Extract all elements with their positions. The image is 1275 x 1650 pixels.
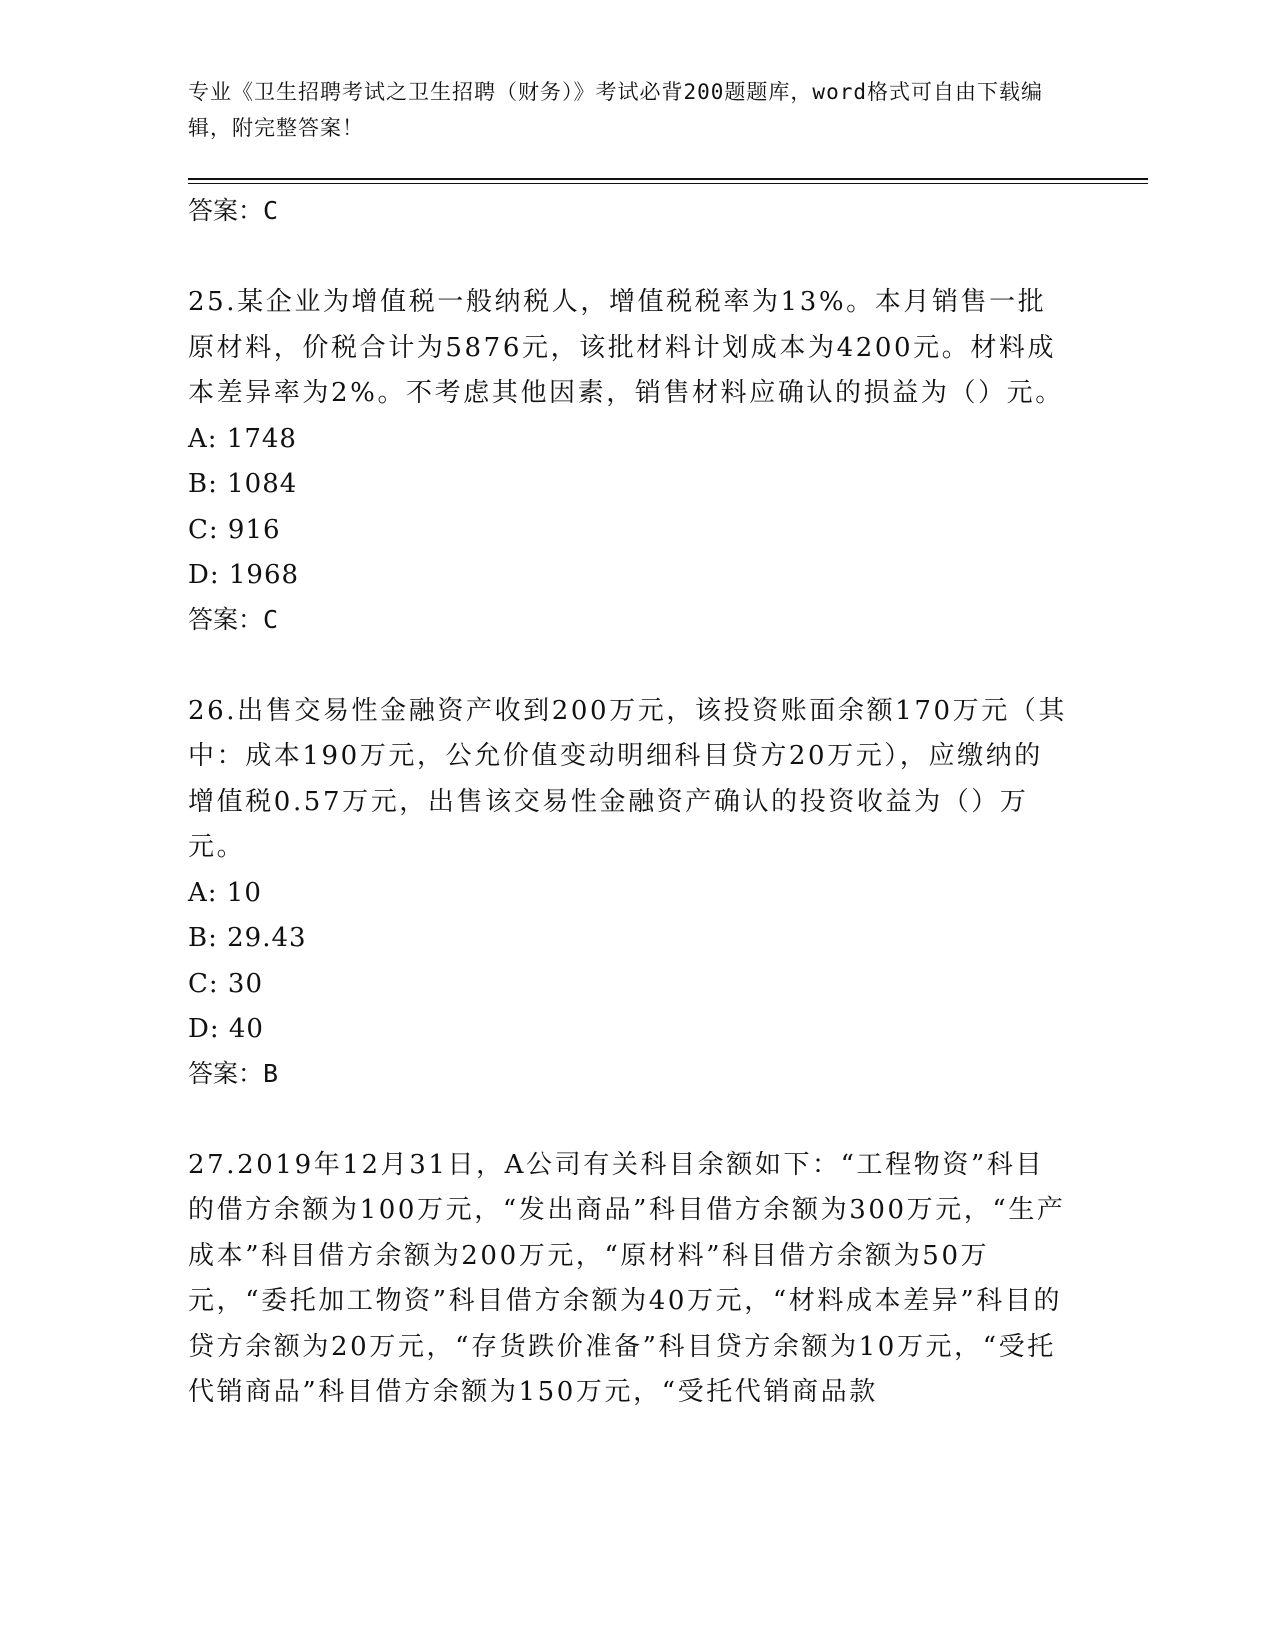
- header-rule-thick: [188, 178, 1148, 180]
- option-a: A: 10: [188, 877, 262, 908]
- option-c: C: 916: [188, 514, 281, 545]
- option-d: D: 1968: [188, 560, 300, 590]
- previous-answer: 答案：C: [188, 196, 279, 225]
- question-26: [188, 689, 1068, 1095]
- document-body: [188, 190, 1068, 1416]
- question-stem: 27.2019年12月31日，A公司有关科目余额如下：“工程物资”科目的借方余额为100万元，“发出商品”科目借方余额为300万元，“生产成本”科目借方余额为200万元，“原材料”科目借方余额为50万元，“委托加工物资”科目借方余额为40万元，“材料成本差异”科目的贷方余额为20万元，“存货跌价准备”科目贷方余额为10万元，“受托代销商品”科目借方余额为150万元，“受托代销商品款: [188, 1149, 1066, 1407]
- question-25: [188, 280, 1068, 641]
- question-answer: 答案：C: [188, 604, 279, 634]
- question-answer: 答案：B: [188, 1058, 279, 1088]
- option-b: B: 1084: [188, 469, 298, 499]
- option-a: A: 1748: [188, 423, 297, 454]
- question-stem: 26.出售交易性金融资产收到200万元，该投资账面余额170万元（其中：成本190万元，公允价值变动明细科目贷方20万元），应缴纳的增值税0.57万元，出售该交易性金融资产确认的投资收益为（）万元。: [188, 695, 1068, 862]
- option-b: B: 29.43: [188, 923, 307, 953]
- option-d: D: 40: [188, 1014, 264, 1044]
- question-27: [188, 1143, 1068, 1416]
- document-header: 专业《卫生招聘考试之卫生招聘（财务）》考试必背200题题库，word格式可自由下载编辑，附完整答案！: [188, 80, 1043, 140]
- question-stem: 25.某企业为增值税一般纳税人，增值税税率为13%。本月销售一批原材料，价税合计为5876元，该批材料计划成本为4200元。材料成本差异率为2%。不考虑其他因素，销售材料应确认的损益为（）元。: [188, 287, 1064, 408]
- option-c: C: 30: [188, 968, 264, 999]
- header-rule-thin: [188, 183, 1148, 184]
